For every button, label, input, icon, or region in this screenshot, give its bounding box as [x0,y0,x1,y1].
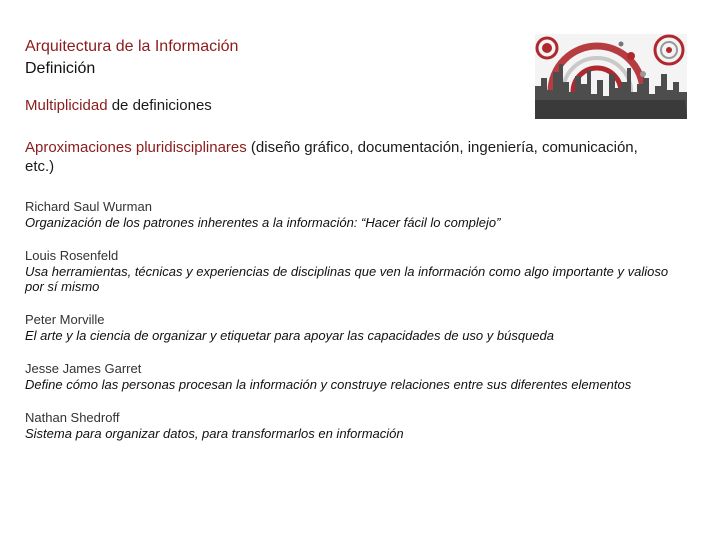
definitions-list [25,198,675,458]
author-name: Peter Morville [25,312,105,327]
author-definition: El arte y la ciencia de organizar y etiquetar para apoyar las capacidades de uso y búsqueda [25,328,554,343]
author-name: Nathan Shedroff [25,410,120,425]
definition-entry [25,409,675,441]
definition-entry [25,360,675,392]
multiplicity-highlight: Multiplicidad [25,97,108,114]
definition-entry [25,198,675,230]
definition-entry [25,247,675,294]
author-definition: Sistema para organizar datos, para transformarlos en información [25,426,404,441]
author-name: Jesse James Garret [25,361,142,376]
author-definition: Define cómo las personas procesan la información y construye relaciones entre sus diferentes elementos [25,377,632,392]
multiplicity-line [25,96,212,116]
slide-header [25,37,238,79]
approaches-highlight: Aproximaciones pluridisciplinares [25,139,247,156]
author-definition: Usa herramientas, técnicas y experiencias de disciplinas que ven la información como algo importante y valioso por sí mismo [25,264,669,294]
approaches-rest: (diseño gráfico, documentación, ingeniería, comunicación, etc.) [25,139,638,175]
city-skyline-banner-image [535,34,687,119]
author-name: Louis Rosenfeld [25,248,119,263]
multiplicity-rest: de definiciones [107,97,212,114]
approaches-line [25,138,665,176]
author-name: Richard Saul Wurman [25,199,152,214]
slide-subtitle: Definición [25,60,96,77]
definition-entry [25,311,675,343]
author-definition: Organización de los patrones inherentes a la información: “Hacer fácil lo complejo” [25,215,501,230]
slide-title: Arquitectura de la Información [25,38,239,55]
